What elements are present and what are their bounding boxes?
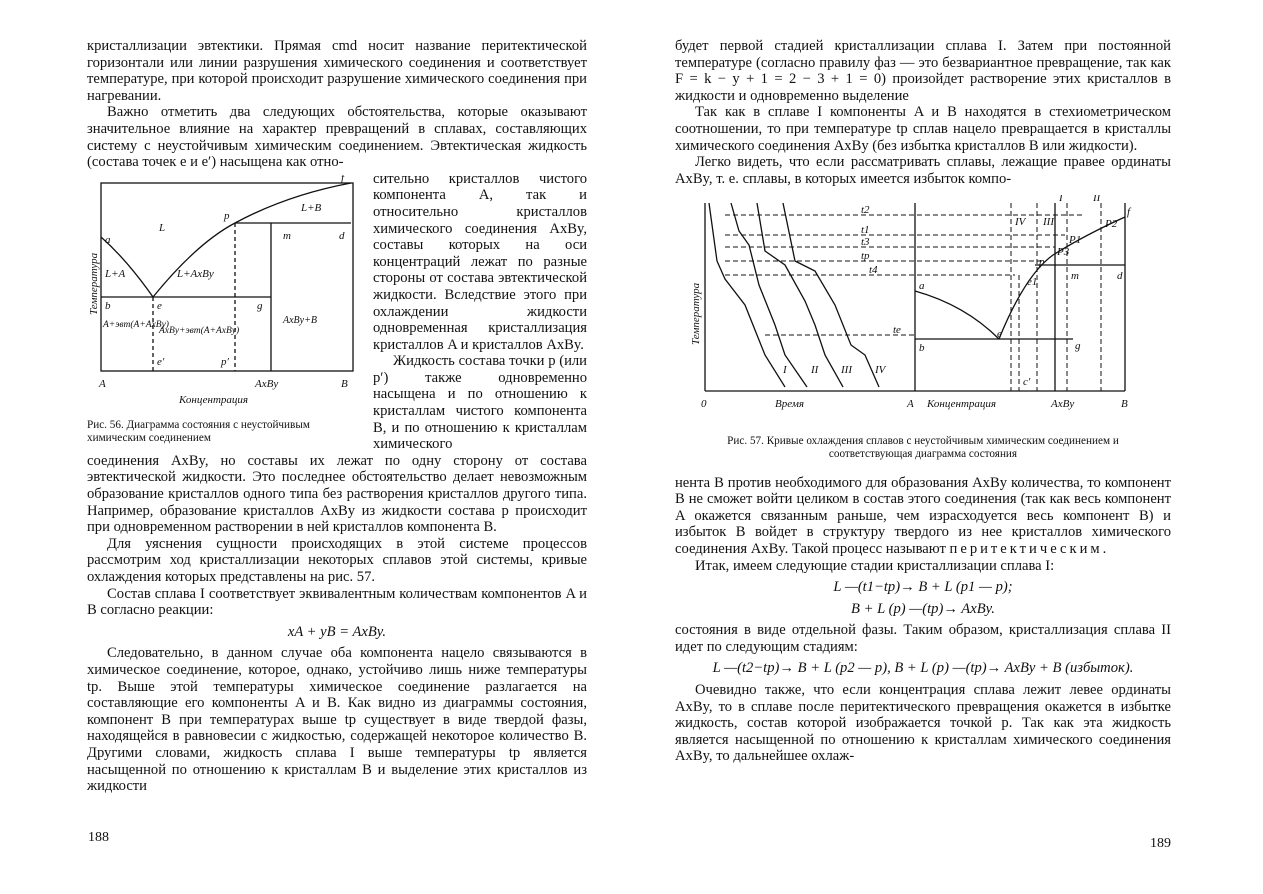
y-axis-label: Температура	[88, 252, 100, 315]
label-axis-axby: AxBy	[255, 377, 279, 390]
paragraph: соединения AxBy, но составы их лежат по одну сторону от состава эвтектической жидкости. Это последнее обстоятельство делает невозможным образование кристаллов одного типа без растворения кристаллов другого типа. Например, образование кристаллов AxBy из жидкости состава p происходит при одновременном растворении в ней кристаллов компонента B.	[87, 452, 587, 536]
paragraph: Легко видеть, что если рассматривать сплавы, лежащие правее ординаты AxBy, т. е. сплавы, в которых имеется избыток компо-	[675, 154, 1171, 187]
label-lb: L+B	[301, 201, 322, 214]
label-g: g	[1075, 340, 1081, 353]
label-origin: 0	[701, 398, 707, 411]
label-e: e	[997, 328, 1002, 341]
label-b: b	[105, 299, 111, 312]
paragraph: Состав сплава I соответствует эквивалентным количествам компонентов A и B согласно реакции:	[87, 585, 587, 619]
label-p: p	[1039, 256, 1045, 269]
label-axis-b: B	[1121, 398, 1128, 411]
text-run: нента B против необходимого для образования AxBy количества, то компонент B не сможет войти целиком в состав этого соединения (так как весь компонент A окажется связанным раньше, чем израсходуется весь компонент B) и избыток B войдет в структуру твердого из нее кристаллов химического соединения AxBy. Такой процесс называют	[675, 474, 1171, 557]
label-p1: P1	[1069, 234, 1082, 247]
label-f: f	[1127, 206, 1131, 219]
paragraph-wrap: сительно кристаллов чистого компонента A, так и относительно кристаллов химического соединения AxBy, составы которых на оси концентраций лежат по разные стороны от состава эвтектической жидкости. Вследствие этого при охлаждении жидкости одновременная кристаллизация кристаллов A и кристаллов AxBy.	[373, 170, 587, 353]
paragraph-wrap: Жидкость состава точки p (или p′) также одновременно насыщена и по отношению к кристаллам чистого компонента B, и по отношению к кристаллам химического	[373, 353, 587, 453]
label-p2: P2	[1105, 218, 1118, 231]
label-c-prime: c′	[1023, 376, 1031, 389]
label-laxby: L+AxBy	[177, 267, 214, 280]
equation: L —(t1−tp)→ B + L (p1 — p);	[833, 579, 1013, 596]
svg-text:I: I	[783, 364, 787, 377]
cooling-curves-57	[665, 195, 1165, 415]
label-f: f	[341, 174, 345, 184]
label-axis-a: A	[907, 398, 914, 411]
formula: xA + yB = AxBy.	[287, 623, 387, 640]
label-p: p	[224, 209, 230, 222]
label-iv: IV	[1015, 216, 1026, 229]
label-axis-axby: AxBy	[1051, 398, 1075, 411]
page-number-left: 188	[88, 830, 109, 845]
label-p3: P3	[1057, 246, 1070, 259]
paragraph: будет первой стадией кристаллизации сплава I. Затем при постоянной температуре (согласно правилу фаз — это безвариантное превращение, так как F = k − y + 1 = 2 − 3 + 1 = 0) произойдет растворение этих кристаллов в жидкости и одновременно выделение	[675, 38, 1171, 104]
label-t1: t1	[861, 224, 870, 237]
equation: L —(t2−tp)→ B + L (p2 — p), B + L (p) —(tp)→ AxBy + B (избыток).	[712, 660, 1134, 677]
label-a: a	[919, 280, 925, 293]
phase-diagram-56	[87, 175, 355, 415]
label-e-prime: e′	[157, 355, 165, 368]
x-axis-label-concentration: Концентрация	[927, 398, 997, 411]
paragraph	[675, 475, 1171, 558]
label-p-prime: p′	[221, 355, 229, 368]
label-te: te	[893, 324, 901, 337]
left-page	[87, 38, 587, 795]
label-a: a	[105, 233, 111, 246]
label-m: m	[283, 229, 291, 242]
label-d: d	[1117, 270, 1123, 283]
term-peritectic: перитектическим.	[949, 540, 1110, 557]
label-axby-eut: AxBy+эвт(A+AxBy)	[159, 325, 240, 336]
paragraph: Итак, имеем следующие стадии кристаллизации сплава I:	[695, 557, 1055, 574]
label-e1: e1	[1027, 276, 1038, 289]
figure-57	[665, 195, 1165, 431]
paragraph: Важно отметить два следующих обстоятельства, которые оказывают значительное влияние на характер превращений в сплавах, составляющих систему с неустойчивым химическим соединением. Эвтектическая жидкость (состава точек e и e′) насыщена как отно-	[87, 104, 587, 171]
svg-text:III: III	[841, 364, 852, 377]
svg-text:II: II	[811, 364, 819, 377]
label-axby-b: AxBy+B	[283, 314, 317, 326]
label-g: g	[257, 299, 263, 312]
label-iii: III	[1043, 216, 1054, 229]
x-axis-label-time: Время	[775, 398, 804, 411]
label-m: m	[1071, 270, 1079, 283]
label-d: d	[339, 229, 345, 242]
label-b: b	[919, 342, 925, 355]
paragraph: Следовательно, в данном случае оба компонента нацело связываются в химическое соединение, которое, однако, устойчиво лишь ниже температуры tp. Выше этой температуры химическое соединение разлагается на составляющие его компоненты A и B. Как видно из диаграммы состояния, компонент B при температурах выше tp существует в виде твердой фазы, находящейся в равновесии с жидкостью, содержащей некоторое количество B. Другими словами, жидкость сплава I выше температуры tp является насыщенной по отношению к кристаллам B и выделение этих кристаллов из жидкости	[87, 645, 587, 795]
figure-caption: Рис. 57. Кривые охлаждения сплавов с неустойчивым химическим соединением и соответствующая диаграмма состояния	[727, 435, 1119, 460]
label-tp: tp	[861, 250, 870, 263]
label-axis-b: B	[341, 377, 348, 390]
label-t2: t2	[861, 204, 870, 217]
label-la: L+A	[105, 267, 126, 280]
label-t3: t3	[861, 236, 870, 249]
label-axis-a: A	[99, 377, 106, 390]
label-a-eut: A+эвт(A+AxBy)	[103, 319, 169, 330]
figure-56	[87, 175, 355, 445]
equation: B + L (p) —(tp)→ AxBy.	[851, 600, 995, 617]
label-l: L	[159, 221, 166, 234]
y-axis-label: Температура	[690, 283, 702, 346]
page-number-right: 189	[1150, 836, 1171, 851]
x-axis-label: Концентрация	[179, 393, 249, 406]
paragraph: Так как в сплаве I компоненты A и B находятся в стехиометрическом соотношении, то при температуре tp сплав нацело превращается в кристаллы химического соединения AxBy (без избытка кристаллов B или жидкости).	[675, 104, 1171, 154]
label-e: e	[157, 299, 162, 312]
right-page	[675, 38, 1171, 765]
label-i: I	[1059, 195, 1063, 205]
paragraph: состояния в виде отдельной фазы. Таким образом, кристаллизация сплава II идет по следующим стадиям:	[675, 622, 1171, 655]
paragraph: кристаллизации эвтектики. Прямая cmd носит название перитектической горизонтали или линии разрушения химического соединения и соответствует температуре, при которой происходит разрушение химического соединения при нагревании.	[87, 38, 587, 104]
paragraph: Для уяснения сущности происходящих в этой системе процессов рассмотрим ход кристаллизации некоторых сплавов этой системы, кривые охлаждения которых представлены на рис. 57.	[87, 535, 587, 585]
label-t4: t4	[869, 264, 878, 277]
svg-text:IV: IV	[875, 364, 886, 377]
label-ii: II	[1093, 195, 1101, 205]
figure-caption: Рис. 56. Диаграмма состояния с неустойчивым химическим соединением	[87, 419, 310, 444]
paragraph: Очевидно также, что если концентрация сплава лежит левее ординаты AxBy, то в сплаве после перитектического превращения окажется в избытке жидкость, состав которой изображается точкой p. Так как эта жидкость является насыщенной по отношению к кристаллам химического соединения AxBy, то дальнейшее охлаж-	[675, 682, 1171, 765]
